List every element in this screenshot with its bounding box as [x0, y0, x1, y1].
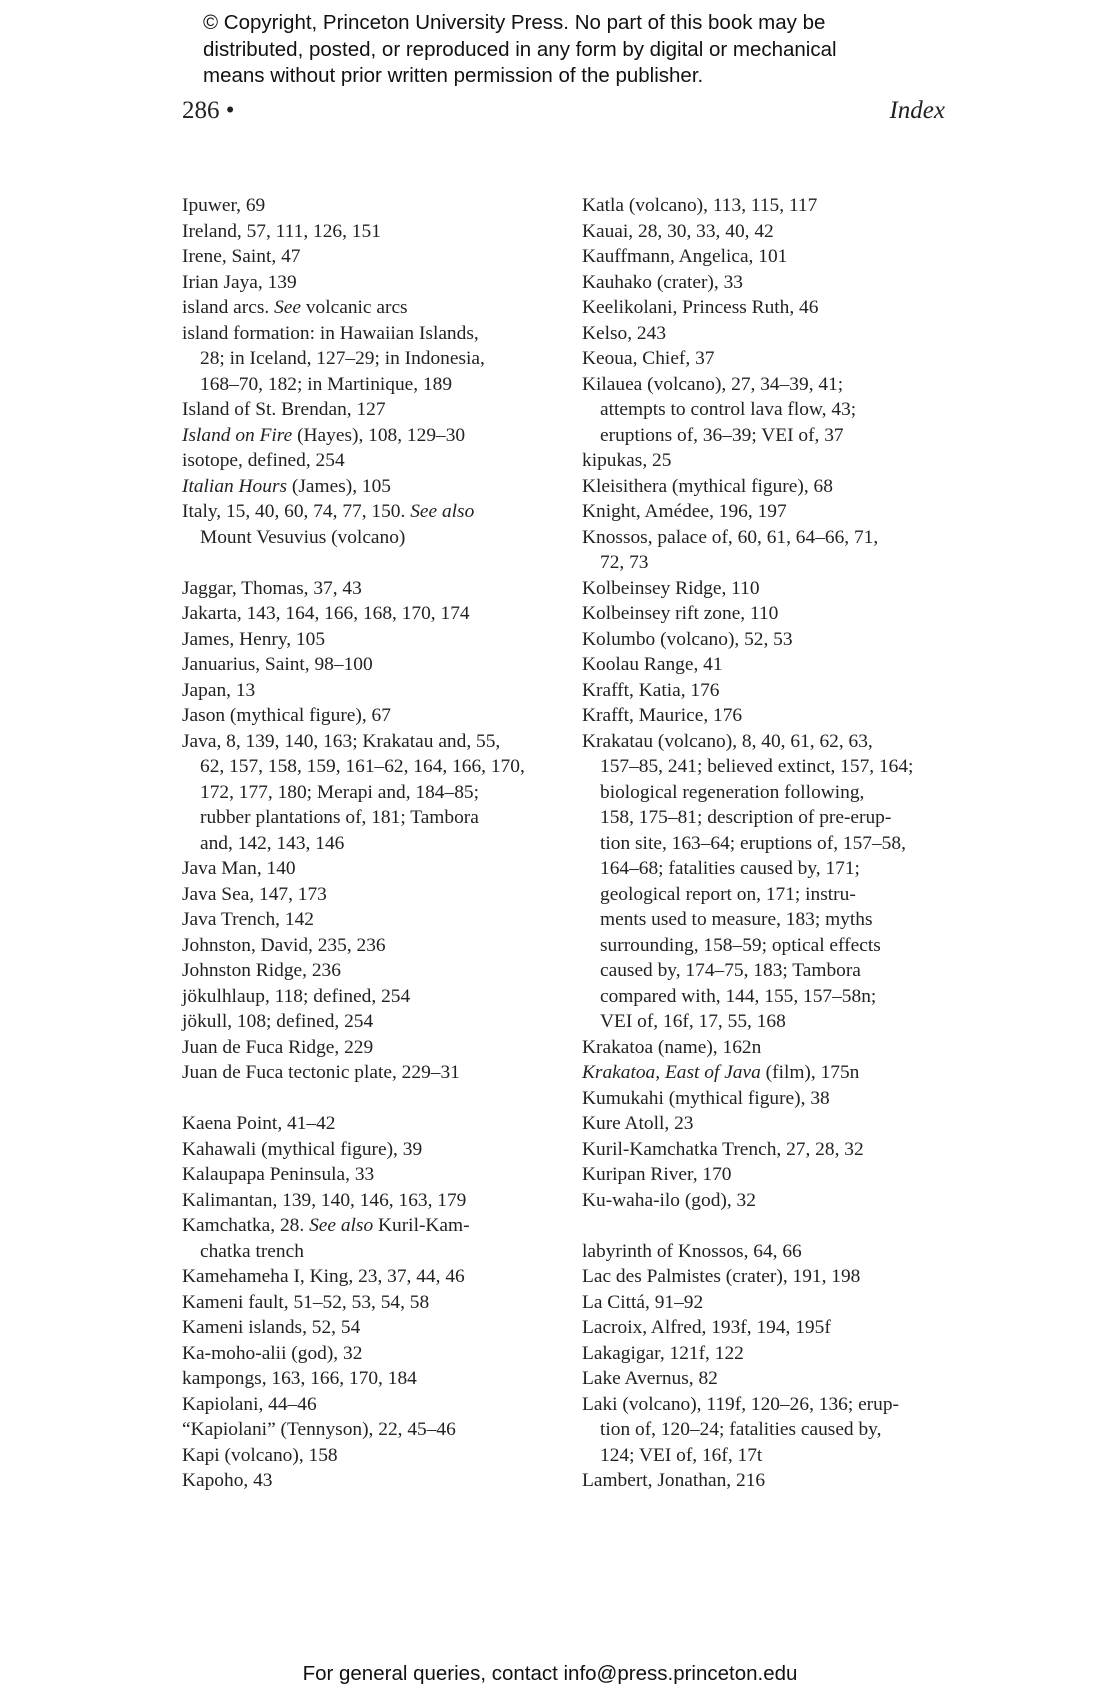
index-text: Ku-waha-ilo (god), 32 — [582, 1189, 756, 1211]
index-entry — [182, 321, 557, 347]
index-entry — [182, 1315, 557, 1341]
index-entry — [182, 1137, 557, 1163]
index-entry — [582, 703, 957, 729]
index-text: attempts to control lava flow, 43; — [600, 399, 857, 420]
index-entry — [182, 729, 557, 755]
index-text: Java Sea, 147, 173 — [182, 883, 327, 905]
index-entry-continuation — [582, 1417, 957, 1443]
index-text: Ipuwer, 69 — [182, 195, 266, 216]
index-text: Krafft, Maurice, 176 — [582, 705, 743, 726]
index-text: 168–70, 182; in Martinique, 189 — [200, 373, 453, 395]
index-text: jökulhlaup, 118; defined, 254 — [182, 985, 411, 1007]
index-text: ments used to measure, 183; myths — [600, 909, 873, 930]
index-text: Kolbeinsey rift zone, 110 — [582, 603, 779, 624]
index-entry — [182, 1009, 557, 1035]
index-text: Kolbeinsey Ridge, 110 — [582, 577, 760, 599]
index-text: Lambert, Jonathan, 216 — [582, 1470, 766, 1491]
index-entry-continuation — [182, 372, 557, 398]
index-entry — [582, 1341, 957, 1367]
index-text: Ka-moho-alii (god), 32 — [182, 1342, 363, 1364]
copyright-line: © Copyright, Princeton University Press. No part of this book may be — [203, 11, 826, 34]
index-entry — [182, 295, 557, 321]
index-entry — [582, 729, 957, 755]
copyright-notice — [203, 10, 963, 90]
index-text: James, Henry, 105 — [182, 628, 326, 650]
index-entry — [582, 1315, 957, 1341]
index-text: island formation: in Hawaiian Islands, — [182, 322, 479, 344]
index-text: Johnston, David, 235, 236 — [182, 934, 386, 956]
index-entry — [182, 601, 557, 627]
letter-group-gap — [182, 1086, 557, 1112]
index-text: 28; in Iceland, 127–29; in Indonesia, — [200, 348, 485, 369]
index-entry-continuation — [182, 780, 557, 806]
index-entry-continuation — [582, 780, 957, 806]
index-text: Knight, Amédee, 196, 197 — [582, 501, 787, 522]
index-entry-continuation — [182, 525, 557, 551]
index-text: 72, 73 — [600, 552, 649, 573]
index-text: caused by, 174–75, 183; Tambora — [600, 960, 861, 981]
index-text-italic: See — [274, 297, 301, 318]
index-entry — [182, 1264, 557, 1290]
index-entry — [182, 1417, 557, 1443]
index-text: 124; VEI of, 16f, 17t — [600, 1444, 763, 1466]
index-entry — [582, 1111, 957, 1137]
index-entry-continuation — [182, 1239, 557, 1265]
index-text: Lakagigar, 121f, 122 — [582, 1342, 744, 1364]
index-entry-continuation — [182, 346, 557, 372]
index-text: Krafft, Katia, 176 — [582, 679, 720, 701]
index-entry-continuation — [582, 805, 957, 831]
index-entry-continuation — [582, 1009, 957, 1035]
index-entry — [582, 1035, 957, 1061]
index-text: VEI of, 16f, 17, 55, 168 — [600, 1011, 786, 1032]
index-entry — [582, 270, 957, 296]
index-text: Kauai, 28, 30, 33, 40, 42 — [582, 220, 774, 242]
index-text: Kleisithera (mythical figure), 68 — [582, 475, 833, 497]
index-entry — [582, 321, 957, 347]
index-entry — [582, 474, 957, 500]
index-entry — [182, 984, 557, 1010]
index-text: geological report on, 171; instru- — [600, 883, 856, 905]
index-entry — [182, 703, 557, 729]
index-entry — [582, 219, 957, 245]
index-text: Lac des Palmistes (crater), 191, 198 — [582, 1266, 861, 1287]
index-entry — [182, 423, 557, 449]
index-text: Kauffmann, Angelica, 101 — [582, 246, 788, 267]
index-text: (Hayes), 108, 129–30 — [292, 424, 466, 446]
index-text: tion of, 120–24; fatalities caused by, — [600, 1419, 882, 1440]
index-text: Kapiolani, 44–46 — [182, 1393, 317, 1415]
index-entry — [582, 448, 957, 474]
index-entry-continuation — [182, 754, 557, 780]
index-text: Kure Atoll, 23 — [582, 1113, 694, 1134]
running-head — [182, 97, 945, 131]
index-text: Kahawali (mythical figure), 39 — [182, 1138, 423, 1160]
index-text: tion site, 163–64; eruptions of, 157–58, — [600, 832, 906, 854]
index-column-left — [182, 193, 557, 1494]
index-entry-continuation — [582, 907, 957, 933]
index-entry — [582, 1086, 957, 1112]
index-entry — [182, 627, 557, 653]
index-entry — [582, 1366, 957, 1392]
index-text: Kuril-Kam- — [373, 1215, 470, 1236]
index-entry — [182, 933, 557, 959]
index-entry — [182, 958, 557, 984]
index-entry — [582, 1392, 957, 1418]
index-text: 164–68; fatalities caused by, 171; — [600, 858, 860, 879]
index-text: rubber plantations of, 181; Tambora — [200, 807, 479, 828]
index-text: Januarius, Saint, 98–100 — [182, 654, 373, 675]
index-entry — [582, 1290, 957, 1316]
index-text: Kilauea (volcano), 27, 34–39, 41; — [582, 373, 844, 395]
index-text: and, 142, 143, 146 — [200, 832, 345, 854]
index-entry-continuation — [582, 933, 957, 959]
index-entry — [582, 1162, 957, 1188]
index-entry — [582, 499, 957, 525]
index-text: Irian Jaya, 139 — [182, 271, 297, 293]
index-text: kampongs, 163, 166, 170, 184 — [182, 1368, 417, 1389]
index-text: Mount Vesuvius (volcano) — [200, 526, 406, 548]
index-entry — [182, 907, 557, 933]
index-text: labyrinth of Knossos, 64, 66 — [582, 1240, 802, 1262]
index-entry-continuation — [182, 805, 557, 831]
index-entry-continuation — [582, 831, 957, 857]
index-text: Johnston Ridge, 236 — [182, 960, 341, 981]
index-entry — [582, 627, 957, 653]
index-entry-continuation — [182, 831, 557, 857]
index-text: Keelikolani, Princess Ruth, 46 — [582, 297, 819, 318]
copyright-line: distributed, posted, or reproduced in any form by digital or mechanical — [203, 37, 837, 61]
index-text: (James), 105 — [287, 475, 391, 497]
index-text: Kumukahi (mythical figure), 38 — [582, 1087, 830, 1109]
index-text: Kuril-Kamchatka Trench, 27, 28, 32 — [582, 1138, 864, 1160]
index-entry — [182, 652, 557, 678]
index-entry — [582, 1188, 957, 1214]
index-entry — [182, 270, 557, 296]
index-entry — [182, 576, 557, 602]
index-text-italic: Italian Hours — [182, 475, 288, 497]
index-text: Jakarta, 143, 164, 166, 168, 170, 174 — [182, 603, 470, 624]
index-entry — [182, 397, 557, 423]
index-text: Keoua, Chief, 37 — [582, 348, 715, 369]
index-text: Kapi (volcano), 158 — [182, 1444, 338, 1466]
index-text: Kaena Point, 41–42 — [182, 1113, 336, 1134]
index-text-italic: See also — [410, 501, 475, 522]
index-entry — [182, 1188, 557, 1214]
index-entry — [182, 1060, 557, 1086]
index-text: Irene, Saint, 47 — [182, 246, 301, 267]
index-entry — [182, 1111, 557, 1137]
index-column-right — [582, 193, 957, 1494]
index-text: chatka trench — [200, 1240, 304, 1262]
index-entry — [582, 1239, 957, 1265]
index-text: 158, 175–81; description of pre-erup- — [600, 807, 892, 828]
copyright-line: means without prior written permission of the publisher. — [203, 64, 704, 87]
index-entry-continuation — [582, 856, 957, 882]
index-text-italic: Krakatoa, East of Java — [582, 1062, 761, 1083]
index-entry — [182, 1366, 557, 1392]
index-entry — [182, 193, 557, 219]
index-text: 157–85, 241; believed extinct, 157, 164; — [600, 756, 914, 777]
index-text: “Kapiolani” (Tennyson), 22, 45–46 — [182, 1419, 456, 1440]
index-entry — [582, 601, 957, 627]
index-entry — [182, 1290, 557, 1316]
index-entry — [582, 652, 957, 678]
index-text: Laki (volcano), 119f, 120–26, 136; erup- — [582, 1393, 899, 1415]
index-text: (film), 175n — [760, 1062, 860, 1083]
index-entry — [582, 678, 957, 704]
index-text: Kalaupapa Peninsula, 33 — [182, 1164, 375, 1185]
index-entry — [582, 244, 957, 270]
index-entry-continuation — [582, 958, 957, 984]
index-text: Kapoho, 43 — [182, 1470, 273, 1491]
index-entry — [182, 882, 557, 908]
index-entry — [582, 525, 957, 551]
index-entry-continuation — [582, 397, 957, 423]
index-text: Jason (mythical figure), 67 — [182, 705, 391, 726]
index-text: Kamchatka, 28. — [182, 1215, 310, 1236]
index-text: eruptions of, 36–39; VEI of, 37 — [600, 424, 844, 446]
index-text: Juan de Fuca tectonic plate, 229–31 — [182, 1062, 460, 1083]
index-text: kipukas, 25 — [582, 450, 672, 471]
index-text: Krakatau (volcano), 8, 40, 61, 62, 63, — [582, 730, 873, 752]
index-entry — [582, 1137, 957, 1163]
index-entry — [182, 856, 557, 882]
index-text: volcanic arcs — [301, 297, 408, 318]
index-text: Italy, 15, 40, 60, 74, 77, 150. — [182, 501, 411, 522]
section-title: Index — [889, 97, 945, 124]
index-entry — [182, 499, 557, 525]
index-text: Jaggar, Thomas, 37, 43 — [182, 577, 362, 599]
index-text: 62, 157, 158, 159, 161–62, 164, 166, 170, — [200, 756, 525, 777]
index-text: Kuripan River, 170 — [582, 1164, 732, 1185]
index-text: Katla (volcano), 113, 115, 117 — [582, 195, 818, 216]
index-entry — [182, 1213, 557, 1239]
index-entry — [582, 295, 957, 321]
index-text: Knossos, palace of, 60, 61, 64–66, 71, — [582, 526, 879, 548]
index-entry-continuation — [582, 550, 957, 576]
index-entry — [182, 1392, 557, 1418]
index-entry-continuation — [582, 984, 957, 1010]
index-entry — [182, 448, 557, 474]
index-text: Kauhako (crater), 33 — [582, 271, 743, 293]
index-entry-continuation — [582, 882, 957, 908]
index-text: compared with, 144, 155, 157–58n; — [600, 985, 877, 1007]
index-text: biological regeneration following, — [600, 781, 865, 803]
index-text: La Cittá, 91–92 — [582, 1291, 704, 1313]
index-text: Kalimantan, 139, 140, 146, 163, 179 — [182, 1189, 467, 1211]
index-entry — [582, 372, 957, 398]
index-entry — [182, 244, 557, 270]
index-text: Kameni fault, 51–52, 53, 54, 58 — [182, 1291, 430, 1313]
letter-group-gap — [582, 1213, 957, 1239]
page-number: 286 • — [182, 97, 235, 124]
index-entry — [182, 1162, 557, 1188]
index-text: Kolumbo (volcano), 52, 53 — [582, 628, 793, 650]
index-entry — [582, 193, 957, 219]
index-entry — [582, 576, 957, 602]
index-entry — [182, 1443, 557, 1469]
index-text: Java, 8, 139, 140, 163; Krakatau and, 55, — [182, 730, 501, 752]
index-entry — [182, 474, 557, 500]
index-text: Kamehameha I, King, 23, 37, 44, 46 — [182, 1266, 465, 1287]
index-entry-continuation — [582, 1443, 957, 1469]
index-entry — [182, 1035, 557, 1061]
index-text: Kelso, 243 — [582, 322, 667, 344]
index-entry — [582, 346, 957, 372]
index-text-italic: Island on Fire — [182, 424, 293, 446]
index-text: Koolau Range, 41 — [582, 654, 723, 675]
index-entry — [582, 1060, 957, 1086]
index-text: Lake Avernus, 82 — [582, 1368, 718, 1389]
index-entry — [182, 219, 557, 245]
footer-contact: For general queries, contact info@press.princeton.edu — [302, 1662, 798, 1685]
index-text: island arcs. — [182, 297, 275, 318]
index-entry-continuation — [582, 423, 957, 449]
index-entry — [182, 1341, 557, 1367]
index-entry-continuation — [582, 754, 957, 780]
index-text: Lacroix, Alfred, 193f, 194, 195f — [582, 1317, 831, 1338]
index-text: Kameni islands, 52, 54 — [182, 1317, 361, 1338]
index-text: Java Man, 140 — [182, 858, 296, 879]
index-text: Krakatoa (name), 162n — [582, 1036, 762, 1058]
index-text: Juan de Fuca Ridge, 229 — [182, 1036, 374, 1058]
index-entry — [582, 1468, 957, 1494]
index-text-italic: See also — [309, 1215, 374, 1236]
index-text: Japan, 13 — [182, 679, 256, 701]
index-entry — [582, 1264, 957, 1290]
index-text: isotope, defined, 254 — [182, 450, 345, 471]
index-text: jökull, 108; defined, 254 — [182, 1011, 374, 1032]
index-entry — [182, 1468, 557, 1494]
index-text: Ireland, 57, 111, 126, 151 — [182, 220, 381, 242]
index-entry — [182, 678, 557, 704]
letter-group-gap — [182, 550, 557, 576]
index-text: Island of St. Brendan, 127 — [182, 399, 386, 420]
index-text: surrounding, 158–59; optical effects — [600, 934, 881, 956]
index-text: Java Trench, 142 — [182, 909, 314, 930]
index-text: 172, 177, 180; Merapi and, 184–85; — [200, 781, 479, 803]
